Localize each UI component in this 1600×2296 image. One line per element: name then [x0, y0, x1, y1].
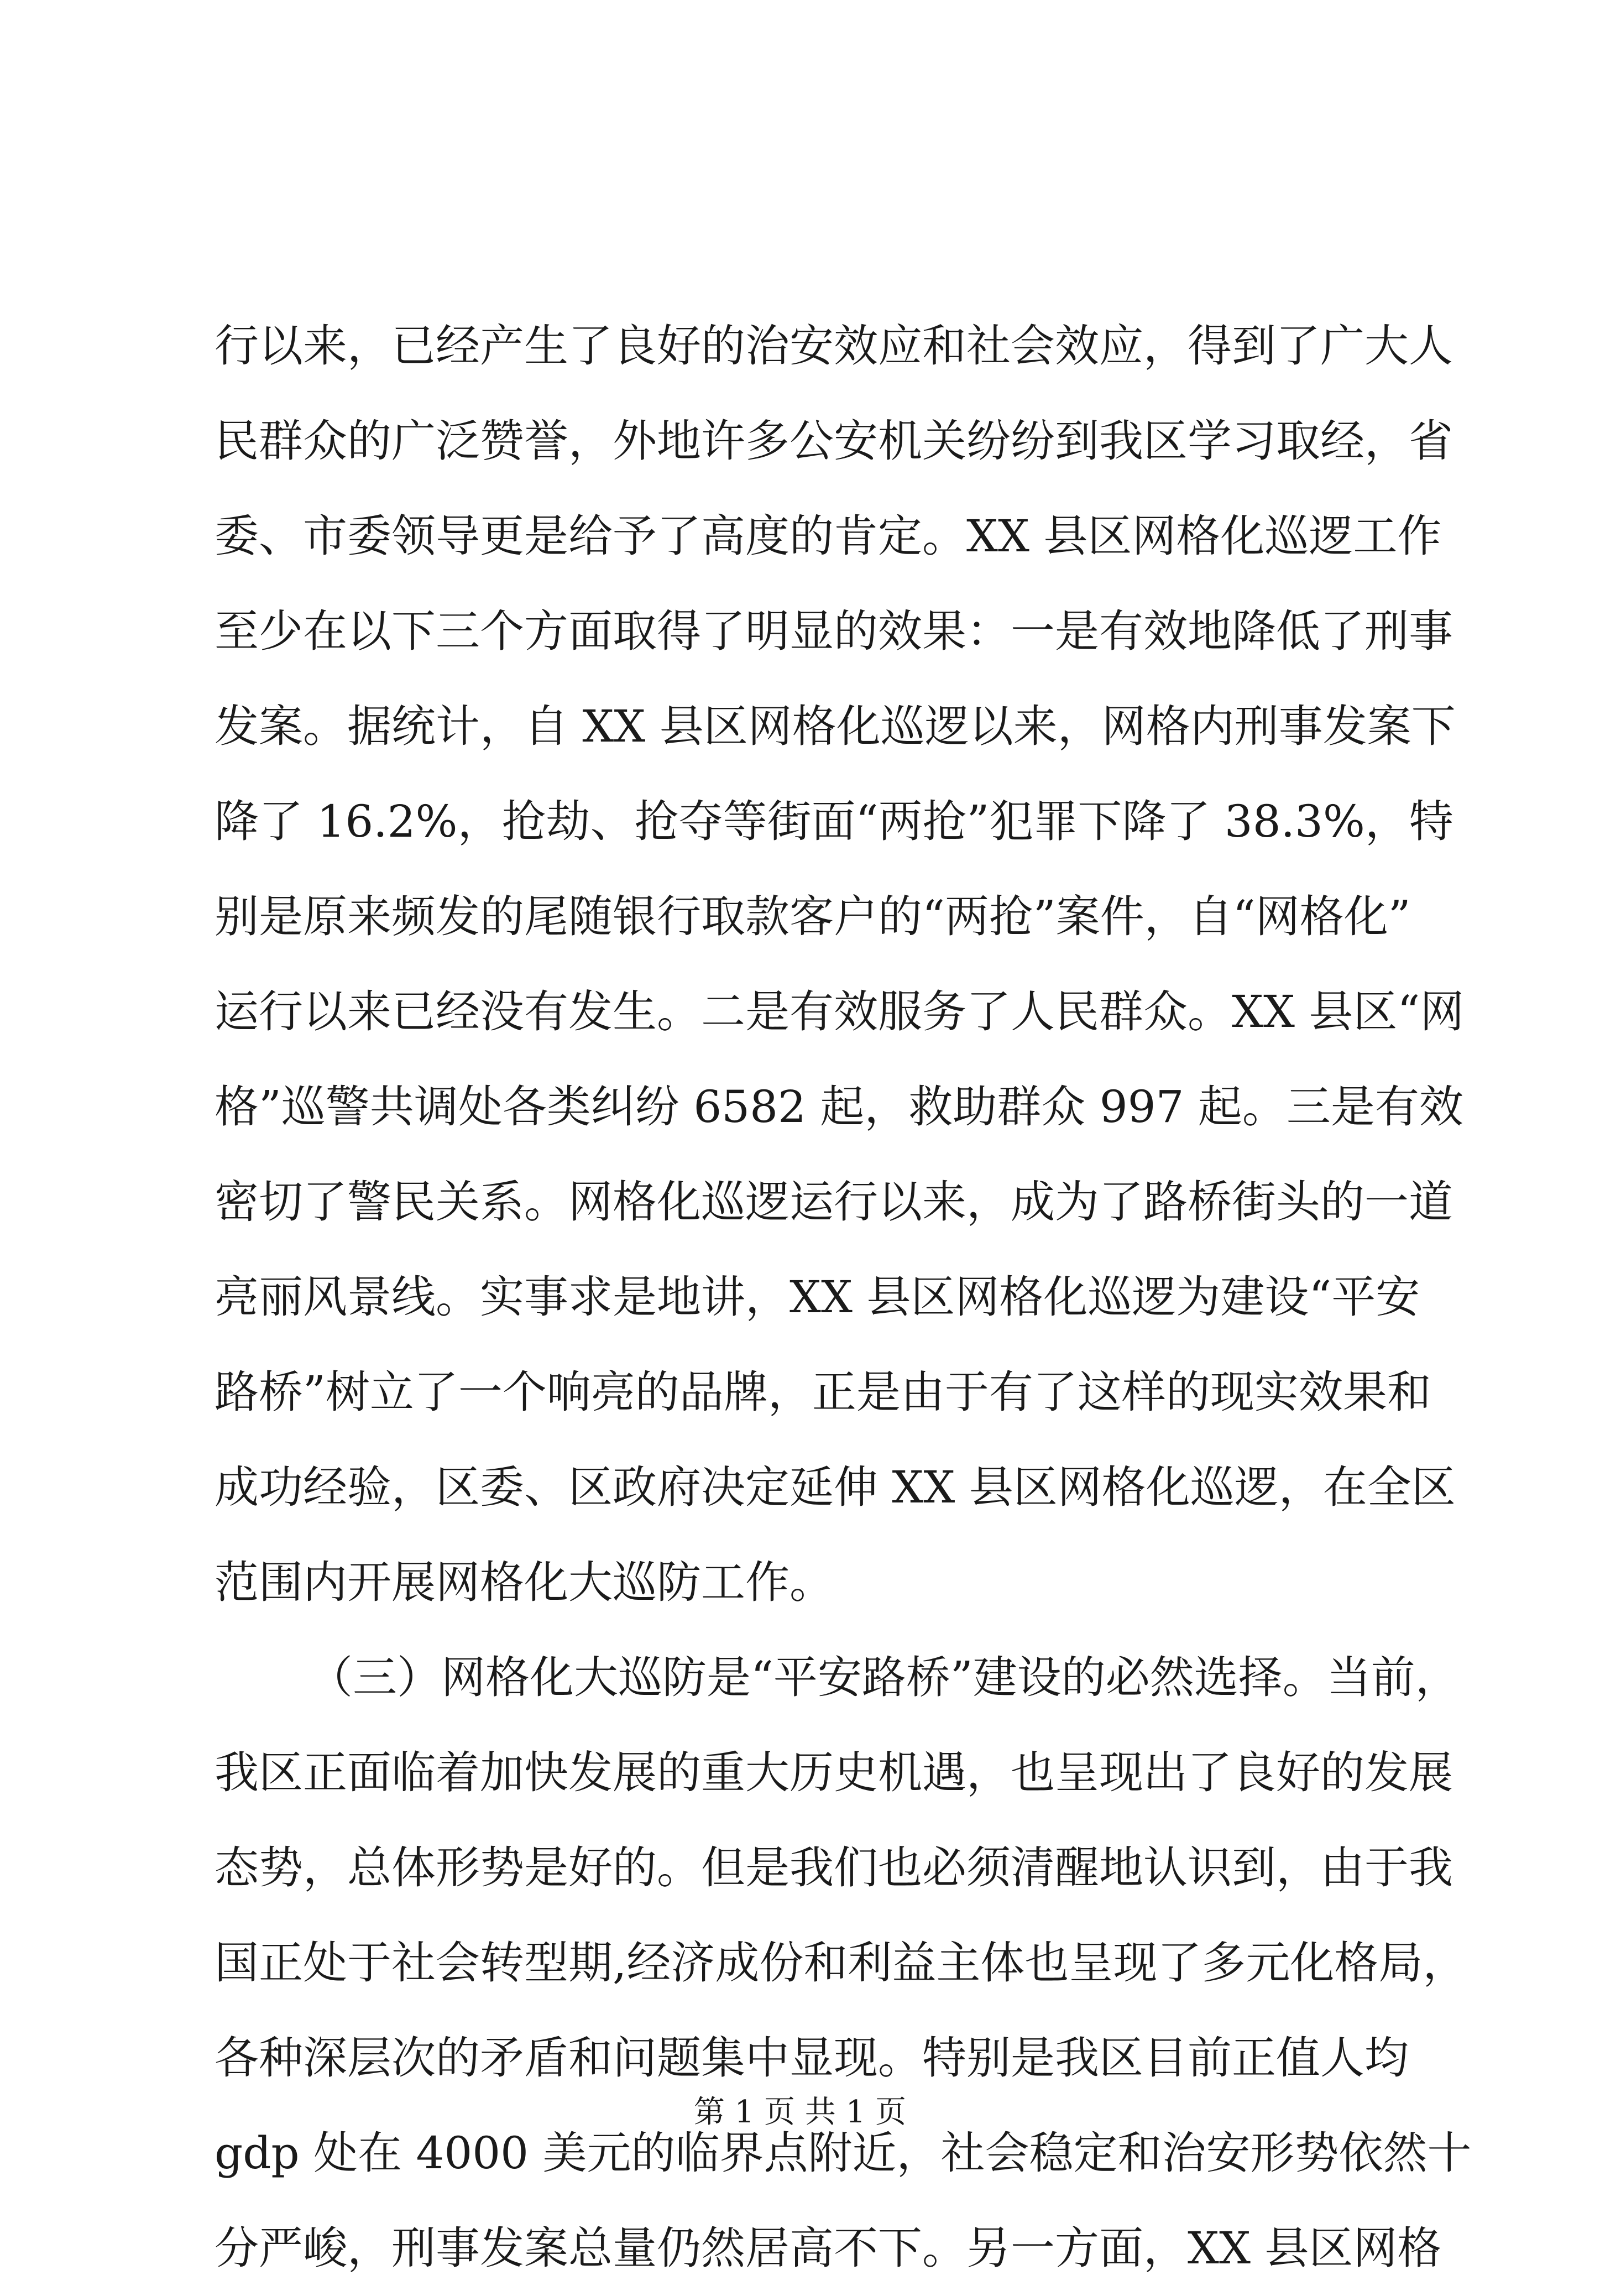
paragraph-1 — [215, 299, 1465, 1630]
text-line: 我区正面临着加快发展的重大历史机遇，也呈现出了良好的发展 — [215, 1747, 1453, 1798]
text-line: 委、市委领导更是给予了高度的肯定。XX 县区网格化巡逻工作 — [215, 510, 1442, 562]
text-line: 亮丽风景线。实事求是地讲，XX 县区网格化巡逻为建设“平安 — [215, 1271, 1420, 1323]
text-line: 各种深层次的矛盾和问题集中显现。特别是我区目前正值人均 — [215, 2032, 1409, 2084]
paragraph-2 — [215, 1630, 1472, 2296]
text-line: gdp 处在 4000 美元的临界点附近，社会稳定和治安形势依然十 — [215, 2127, 1472, 2179]
text-line: 别是原来频发的尾随银行取款客户的“两抢”案件，自“网格化” — [215, 891, 1411, 942]
page-footer: 第 1 页 共 1 页 — [693, 2094, 907, 2130]
text-line: 格”巡警共调处各类纠纷 6582 起，救助群众 997 起。三是有效 — [215, 1081, 1463, 1133]
text-line: 分严峻，刑事发案总量仍然居高不下。另一方面，XX 县区网格 — [215, 2222, 1442, 2274]
text-line: 至少在以下三个方面取得了明显的效果：一是有效地降低了刑事 — [215, 606, 1453, 657]
body-text — [215, 299, 1472, 2296]
text-line: 成功经验，区委、区政府决定延伸 XX 县区网格化巡逻，在全区 — [215, 1462, 1456, 1513]
text-line: 路桥”树立了一个响亮的品牌，正是由于有了这样的现实效果和 — [215, 1366, 1431, 1418]
text-line: 国正处于社会转型期,经济成份和利益主体也呈现了多元化格局， — [215, 1937, 1467, 1989]
text-line: 范围内开展网格化大巡防工作。 — [215, 1557, 834, 1608]
text-line: 态势，总体形势是好的。但是我们也必须清醒地认识到，由于我 — [215, 1842, 1453, 1893]
text-line: 密切了警民关系。网格化巡逻运行以来，成为了路桥街头的一道 — [215, 1176, 1453, 1228]
text-line: （三）网格化大巡防是“平安路桥”建设的必然选择。当前， — [309, 1652, 1460, 1703]
text-line: 运行以来已经没有发生。二是有效服务了人民群众。XX 县区“网 — [215, 986, 1465, 1037]
text-line: 行以来，已经产生了良好的治安效应和社会效应，得到了广大人 — [215, 320, 1453, 372]
text-line: 民群众的广泛赞誉，外地许多公安机关纷纷到我区学习取经，省 — [215, 415, 1453, 467]
text-line: 发案。据统计，自 XX 县区网格化巡逻以来，网格内刑事发案下 — [215, 701, 1456, 752]
text-line: 降了 16.2%，抢劫、抢夺等街面“两抢”犯罪下降了 38.3%，特 — [215, 796, 1453, 847]
